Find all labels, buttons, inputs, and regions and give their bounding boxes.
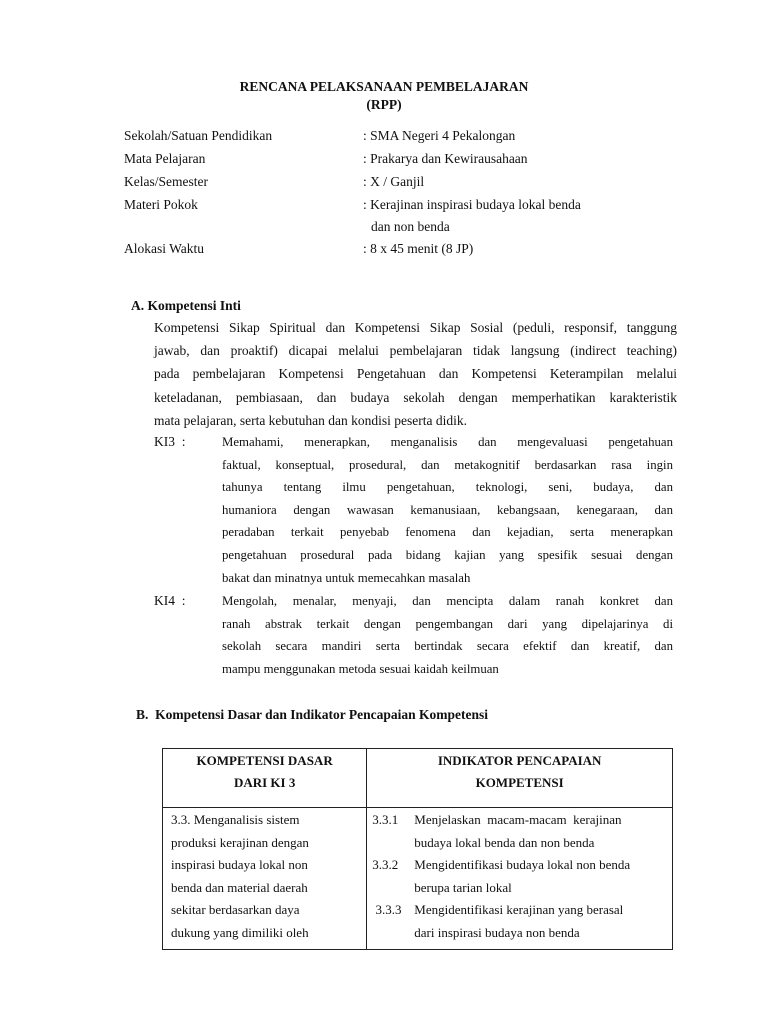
table-header-row bbox=[163, 749, 673, 808]
indicator-item bbox=[372, 854, 666, 877]
ki4-line: sekolah secara mandiri serta bertindak secara efektif dan kreatif, dan bbox=[222, 639, 673, 654]
indicator-text-cont: dari inspirasi budaya non benda bbox=[414, 924, 580, 940]
header-indicator-line: KOMPETENSI bbox=[475, 775, 564, 790]
ki4-line: Mengolah, menalar, menyaji, dan mencipta dalam ranah konkret dan bbox=[222, 594, 673, 608]
ki3-line: Memahami, menerapkan, menganalisis dan mengevaluasi pengetahuan bbox=[222, 435, 673, 449]
kd-cell bbox=[163, 808, 367, 950]
identity-label-school: Sekolah/Satuan Pendidikan bbox=[124, 128, 273, 143]
identity-value-school: : SMA Negeri 4 Pekalongan bbox=[363, 128, 516, 143]
indicator-number: 3.3.2 bbox=[372, 857, 399, 873]
header-kd bbox=[163, 749, 367, 808]
indicator-number: 3.3.1 bbox=[372, 812, 399, 827]
table-row bbox=[163, 808, 673, 950]
header-kd-line: DARI KI 3 bbox=[233, 775, 296, 790]
ki3-text bbox=[222, 431, 673, 589]
header-indicator-line: INDIKATOR PENCAPAIAN bbox=[437, 753, 602, 768]
section-b-heading: B. Kompetensi Dasar dan Indikator Pencapaian Kompetensi bbox=[136, 707, 489, 722]
ki3-line: bakat dan minatnya untuk memecahkan masalah bbox=[222, 570, 471, 585]
indicator-text: Mengidentifikasi kerajinan yang berasal bbox=[414, 902, 624, 918]
identity-label-time: Alokasi Waktu bbox=[124, 241, 205, 256]
indicator-item bbox=[372, 809, 666, 832]
indicator-number: 3.3.3 bbox=[372, 902, 402, 918]
ki3-line: humaniora dengan wawasan kemanusiaan, kebangsaan, kenegaraan, dan bbox=[222, 502, 673, 517]
kd-line: produksi kerajinan dengan bbox=[171, 834, 309, 850]
ki4-code: KI4 : bbox=[154, 593, 186, 608]
paragraph-line: Kompetensi Sikap Spiritual dan Kompetensi Sikap Sosial (peduli, responsif, tanggung bbox=[154, 320, 677, 335]
kd-line: 3.3. Menganalisis sistem bbox=[171, 812, 300, 827]
kd-line: sekitar berdasarkan daya bbox=[171, 902, 300, 918]
identity-label-topic: Materi Pokok bbox=[124, 197, 198, 212]
indicator-text: Menjelaskan macam-macam kerajinan bbox=[414, 812, 622, 827]
ki3-line: pengetahuan prosedural pada bidang kajian yang spesifik sesuai dengan bbox=[222, 547, 673, 562]
paragraph-line: jawab, dan proaktif) dicapai melalui pembelajaran tidak langsung (indirect teaching) bbox=[154, 343, 677, 359]
kd-line: inspirasi budaya lokal non bbox=[171, 857, 308, 873]
paragraph-line: mata pelajaran, serta kebutuhan dan kondisi peserta didik. bbox=[154, 412, 468, 428]
identity-value-subject: : Prakarya dan Kewirausahaan bbox=[363, 151, 528, 166]
section-a-heading: A. Kompetensi Inti bbox=[131, 298, 241, 313]
paragraph-line: pada pembelajaran Kompetensi Pengetahuan dan Kompetensi Keterampilan melalui bbox=[154, 366, 677, 382]
kd-line: dukung yang dimiliki oleh bbox=[171, 924, 309, 940]
identity-label-class: Kelas/Semester bbox=[124, 174, 208, 189]
identity-value-class: : X / Ganjil bbox=[363, 174, 425, 189]
indicator-cell bbox=[367, 808, 673, 950]
ki3-line: tahunya tentang ilmu pengetahuan, teknologi, seni, budaya, dan bbox=[222, 480, 673, 495]
document-title: RENCANA PELAKSANAAN PEMBELAJARAN bbox=[239, 79, 529, 94]
kd-line: benda dan material daerah bbox=[171, 879, 308, 895]
indicator-text: Mengidentifikasi budaya lokal non benda bbox=[414, 857, 631, 873]
indicator-text-cont: berupa tarian lokal bbox=[414, 879, 512, 895]
identity-label-subject: Mata Pelajaran bbox=[124, 151, 206, 166]
identity-value-topic-cont: dan non benda bbox=[371, 219, 450, 234]
competency-table bbox=[162, 748, 673, 950]
paragraph-line: keteladanan, pembiasaan, dan budaya sekolah dengan memperhatikan karakteristik bbox=[154, 389, 677, 405]
identity-value-time: : 8 x 45 menit (8 JP) bbox=[363, 241, 474, 256]
ki4-line: mampu menggunakan metoda sesuai kaidah keilmuan bbox=[222, 661, 499, 676]
section-a-paragraph bbox=[154, 316, 677, 432]
indicator-item bbox=[372, 899, 666, 922]
ki3-line: peradaban terkait penyebab fenomena dan kejadian, serta menerapkan bbox=[222, 525, 673, 540]
ki3-line: faktual, konseptual, prosedural, dan metakognitif berdasarkan rasa ingin bbox=[222, 457, 673, 472]
header-kd-line: KOMPETENSI DASAR bbox=[196, 753, 333, 768]
document-subtitle: (RPP) bbox=[366, 97, 402, 112]
ki4-line: ranah abstrak terkait dengan pengembangan dari yang dipelajarinya di bbox=[222, 616, 673, 631]
identity-value-topic: : Kerajinan inspirasi budaya lokal benda bbox=[363, 197, 581, 212]
header-indicator bbox=[367, 749, 673, 808]
indicator-text-cont: budaya lokal benda dan non benda bbox=[414, 834, 595, 850]
ki4-text bbox=[222, 590, 673, 680]
ki3-code: KI3 : bbox=[154, 434, 186, 449]
